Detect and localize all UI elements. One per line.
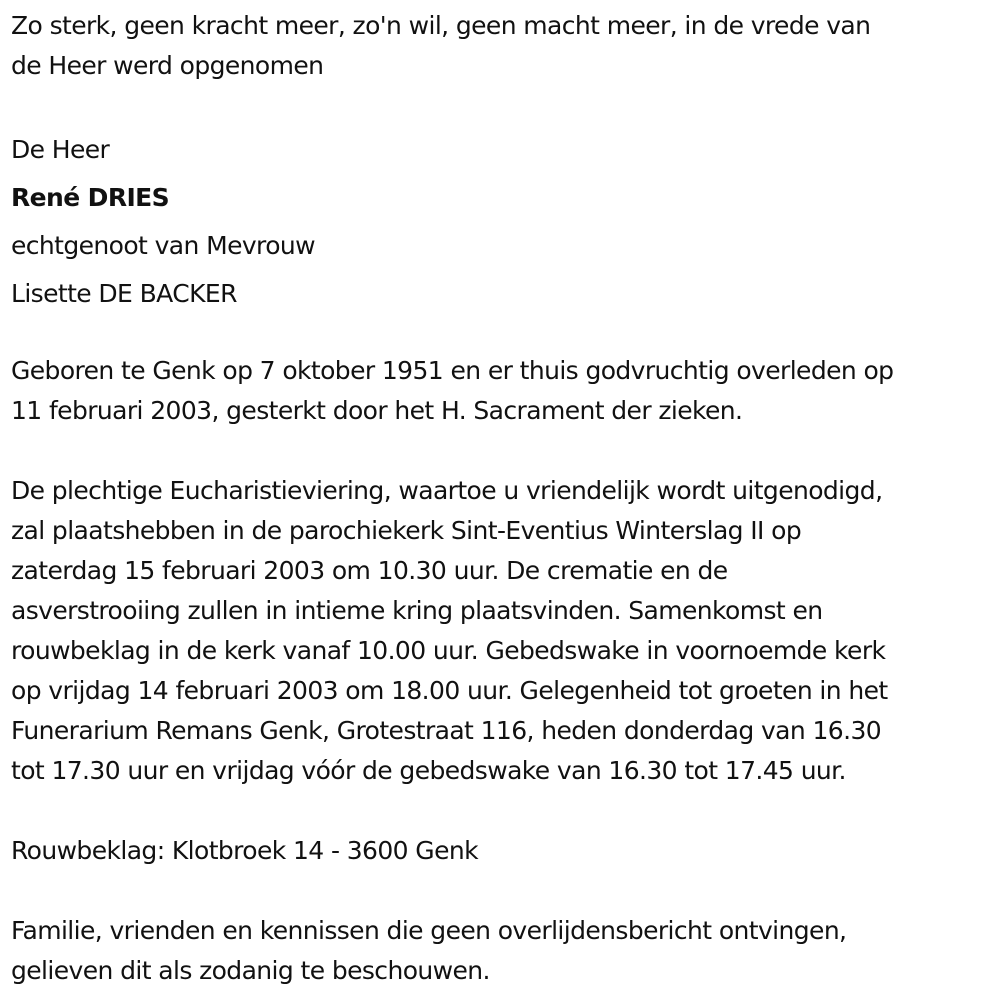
ceremony-line: asverstrooiing zullen in intieme kring plaatsvinden. Samenkomst en: [11, 596, 823, 625]
birth-death-line: Geboren te Genk op 7 oktober 1951 en er thuis godvruchtig overleden op: [11, 356, 894, 385]
ceremony-line: zal plaatshebben in de parochiekerk Sint-Eventius Winterslag II op: [11, 516, 802, 545]
ceremony-paragraph: [11, 471, 1000, 791]
opening-line: Zo sterk, geen kracht meer, zo'n wil, geen macht meer, in de vrede van: [11, 11, 871, 40]
paragraph-spacer: [11, 871, 1000, 911]
birth-death-line: 11 februari 2003, gesterkt door het H. Sacrament der zieken.: [11, 396, 743, 425]
condolence-address: Rouwbeklag: Klotbroek 14 - 3600 Genk: [11, 836, 478, 865]
closing-line: gelieven dit als zodanig te beschouwen.: [11, 956, 490, 985]
ceremony-line: Funerarium Remans Genk, Grotestraat 116, heden donderdag van 16.30: [11, 716, 882, 745]
opening-verse: [11, 6, 1000, 86]
ceremony-line: tot 17.30 uur en vrijdag vóór de gebedswake van 16.30 tot 17.45 uur.: [11, 756, 846, 785]
ceremony-line: rouwbeklag in de kerk vanaf 10.00 uur. Gebedswake in voornoemde kerk: [11, 636, 886, 665]
paragraph-spacer: [11, 791, 1000, 831]
ceremony-line: zaterdag 15 februari 2003 om 10.30 uur. De crematie en de: [11, 556, 728, 585]
salutation: De Heer: [11, 135, 110, 164]
closing-paragraph: [11, 911, 1000, 991]
paragraph-spacer: [11, 431, 1000, 471]
paragraph-spacer: [11, 318, 1000, 351]
ceremony-line: De plechtige Eucharistieviering, waartoe u vriendelijk wordt uitgenodigd,: [11, 476, 883, 505]
deceased-name: René DRIES: [11, 183, 170, 212]
ceremony-line: op vrijdag 14 februari 2003 om 18.00 uur. Gelegenheid tot groeten in het: [11, 676, 888, 705]
deceased-block: [11, 126, 1000, 318]
birth-death-paragraph: [11, 351, 1000, 431]
spouse-name: Lisette DE BACKER: [11, 279, 237, 308]
relation-text: echtgenoot van Mevrouw: [11, 231, 315, 260]
closing-line: Familie, vrienden en kennissen die geen overlijdensbericht ontvingen,: [11, 916, 847, 945]
opening-line: de Heer werd opgenomen: [11, 51, 324, 80]
paragraph-spacer: [11, 86, 1000, 126]
